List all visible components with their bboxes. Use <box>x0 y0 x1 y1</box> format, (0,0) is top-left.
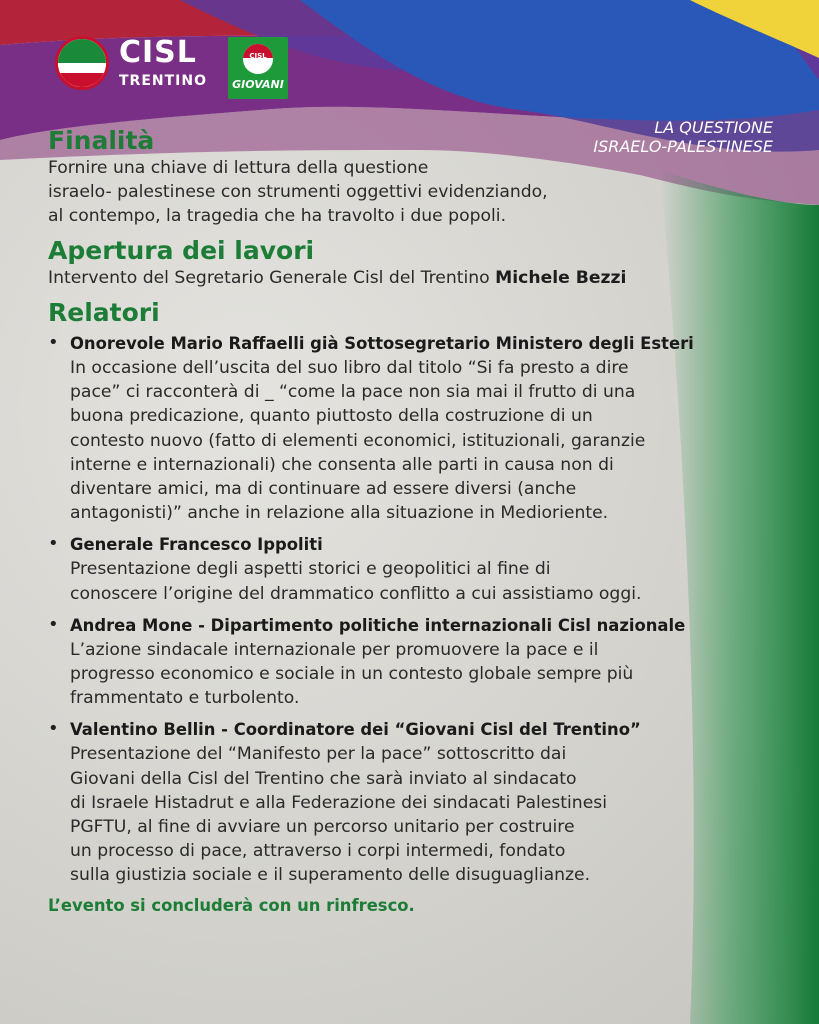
bullet-icon: • <box>48 533 59 555</box>
speaker-description-line: PGFTU, al fine di avviare un percorso unitario per costruire <box>70 817 575 838</box>
theme-title-line-1: LA QUESTIONE <box>654 118 773 137</box>
speaker-name: Onorevole Mario Raffaelli già Sottosegretario Ministero degli Esteri <box>70 334 694 353</box>
speaker-description-line: conoscere l’origine del drammatico conflitto a cui assistiamo oggi. <box>70 583 642 604</box>
finalita-line: Fornire una chiave di lettura della questione <box>48 158 429 178</box>
cisl-giovani-emblem-icon <box>243 44 273 74</box>
finalita-heading: Finalità <box>48 126 155 155</box>
main-content <box>48 126 738 915</box>
speaker-name: Valentino Bellin - Coordinatore dei “Giovani Cisl del Trentino” <box>70 720 641 740</box>
cisl-giovani-mini-text: CISL <box>249 52 267 60</box>
speaker-description-line: frammentato e turbolento. <box>70 688 300 709</box>
speaker-description-line: Presentazione del “Manifesto per la pace” sottoscritto dai <box>70 744 567 765</box>
finalita-line: israelo- palestinese con strumenti oggettivi evidenziando, <box>48 182 548 202</box>
apertura-intro: Intervento del Segretario Generale Cisl del Trentino <box>48 268 496 288</box>
bullet-icon: • <box>48 718 59 740</box>
theme-title-line-2: ISRAELO-PALESTINESE <box>593 137 773 156</box>
speaker-description-line: interne e internazionali) che consenta alle parti in causa non di <box>70 454 614 475</box>
speaker-description-line: un processo di pace, attraverso i corpi intermedi, fondato <box>70 841 566 862</box>
finalita-line: al contempo, la tragedia che ha travolto i due popoli. <box>48 206 507 226</box>
cisl-giovani-logo <box>228 37 288 99</box>
cisl-giovani-label: GIOVANI <box>232 78 284 91</box>
speaker-description-line: pace” ci racconterà di _ “come la pace non sia mai il frutto di una <box>70 382 636 403</box>
speaker-item <box>48 614 738 711</box>
speaker-item <box>48 332 738 525</box>
speaker-description-line: Giovani della Cisl del Trentino che sarà inviato al sindacato <box>70 768 577 789</box>
speaker-name: Generale Francesco Ippoliti <box>70 535 323 555</box>
closing-note: L’evento si concluderà con un rinfresco. <box>48 895 415 915</box>
speaker-description-line: buona predicazione, quanto piuttosto della costruzione di un <box>70 406 593 427</box>
speaker-description-line: progresso economico e sociale in un contesto globale sempre più <box>70 664 634 685</box>
speaker-item <box>48 718 738 887</box>
speaker-name: Andrea Mone - Dipartimento politiche internazionali Cisl nazionale <box>70 615 686 635</box>
finalita-text <box>48 156 738 228</box>
speaker-description-line: In occasione dell’uscita del suo libro dal titolo “Si fa presto a dire <box>70 358 629 378</box>
apertura-text <box>48 266 738 290</box>
bullet-icon: • <box>48 613 59 635</box>
speaker-item <box>48 533 738 605</box>
speaker-description-line: contesto nuovo (fatto di elementi economici, istituzionali, garanzie <box>70 430 646 451</box>
apertura-speaker-name: Michele Bezzi <box>495 268 627 288</box>
speaker-description-line: Presentazione degli aspetti storici e geopolitici al fine di <box>70 559 551 580</box>
cisl-wordmark: CISL <box>119 35 197 70</box>
speaker-description-line: di Israele Histadrut e alla Federazione dei sindacati Palestinesi <box>70 792 608 813</box>
relatori-heading: Relatori <box>48 298 160 327</box>
speaker-description-line: diventare amici, ma di continuare ad essere diversi (anche <box>70 479 577 500</box>
speaker-description-line: antagonisti)” anche in relazione alla situazione in Medioriente. <box>70 503 609 524</box>
apertura-heading: Apertura dei lavori <box>48 236 315 265</box>
speaker-description-line: L’azione sindacale internazionale per promuovere la pace e il <box>70 639 599 660</box>
cisl-emblem-icon <box>55 36 109 90</box>
speaker-list <box>48 332 738 888</box>
cisl-region: TRENTINO <box>119 73 207 89</box>
cisl-trentino-logo <box>55 36 207 90</box>
bullet-icon: • <box>48 332 59 353</box>
speaker-description-line: sulla giustizia sociale e il superamento delle disuguaglianze. <box>70 865 591 886</box>
